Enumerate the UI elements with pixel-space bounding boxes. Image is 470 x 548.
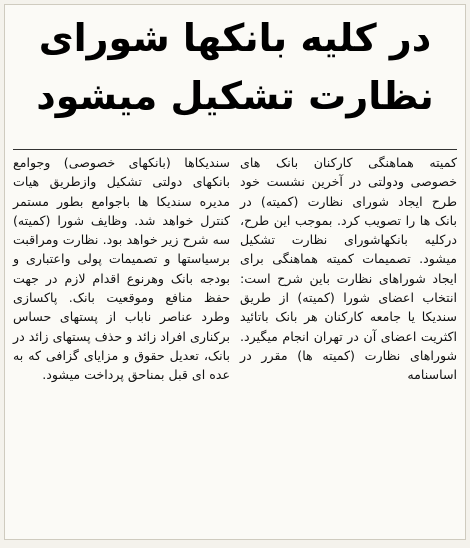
article-text-left: سندیکاها (بانکهای خصوصی) وجوامع بانکهای دولتی تشکیل وازطریق هیات مدیره سندیکا ها باجوامع بطور مستمر کنترل خواهد شد. وظایف شورا (کمیته) سه شرح زیر خواهد بود. نظارت ومراقبت برسیاستها و تصمیمات پولی واعتباری و بودجه بانک وهرنوع اقدام لازم در جهت حفظ منافع وموقعیت بانک. پاکسازی وطرد عناصر ناباب از پستهای حساس برکناری افراد زائد و حذف پستهای زائد در بانک، تعدیل حقوق و مزایای گزافی که به عده ای قبل بمناحق پرداخت میشود.: [13, 155, 230, 383]
article-columns: [13, 153, 457, 531]
article-column-left: [13, 153, 230, 531]
headline-divider: [13, 149, 457, 150]
article-text-right: کمیته هماهنگی کارکنان بانک های خصوصی ودولتی در آخرین نشست خود طرح ایجاد شورای نظارت (کمیته) در بانک ها را تصویب کرد. بموجب این طرح، درکلیه بانکهاشورای نظارت تشکیل میشود. تصمیمات کمیته هماهنگی برای ایجاد شوراهای نظارت باین شرح است: انتخاب اعضای شورا (کمیته) از طریق سندیکا یا جامعه کارکنان هر بانک باتائید اکثریت اعضای آن در تهران انجام میگیرد. شوراهای نظارت (کمیته ها) مقرر در اساسنامه: [240, 155, 457, 383]
headline-line-2: نظارت تشکیل میشود: [36, 74, 434, 118]
newspaper-clipping: [4, 4, 466, 540]
headline-line-1: در کلیه بانکها شورای: [38, 16, 432, 60]
article-column-right: [240, 153, 457, 531]
